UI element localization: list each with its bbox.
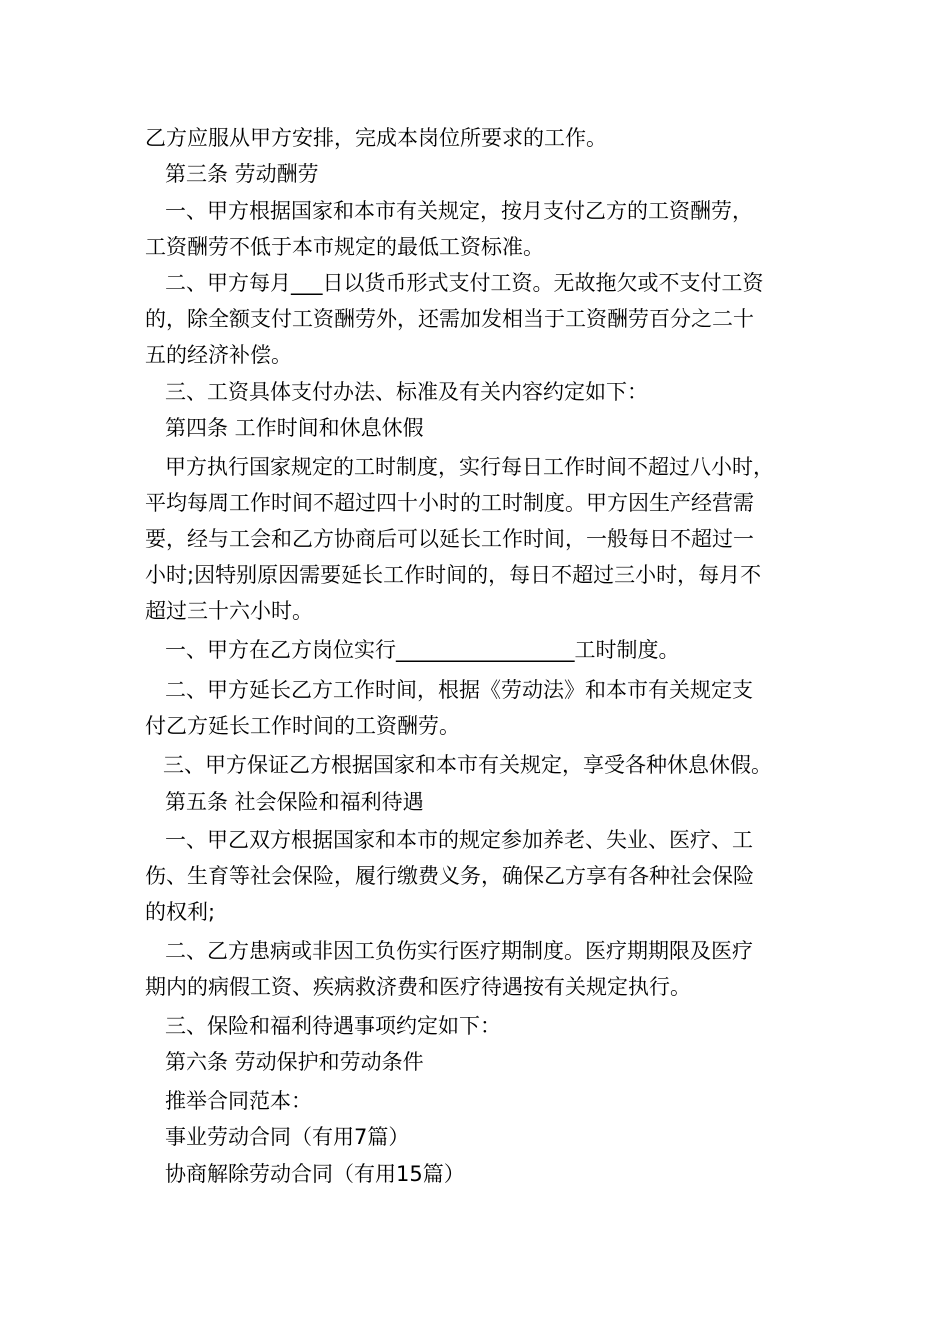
text-line: 一、甲方在乙方岗位实行_________________工时制度。: [165, 638, 680, 662]
section-heading: 第四条 工作时间和休息休假: [165, 416, 424, 440]
text-line: 五的经济补偿。: [145, 343, 292, 367]
text-line: 二、乙方患病或非因工负伤实行医疗期制度。医疗期期限及医疗: [165, 939, 753, 963]
section-heading: 第五条 社会保险和福利待遇: [165, 790, 424, 814]
text-line: 的权利;: [145, 900, 216, 924]
text-line: 二、甲方每月___日以货币形式支付工资。无故拖欠或不支付工资: [165, 271, 764, 295]
text-line: 付乙方延长工作时间的工资酬劳。: [145, 714, 460, 738]
text-line: 期内的病假工资、疾病救济费和医疗待遇按有关规定执行。: [145, 975, 691, 999]
text-line: 的，除全额支付工资酬劳外，还需加发相当于工资酬劳百分之二十: [145, 307, 754, 331]
section-heading: 第六条 劳动保护和劳动条件: [165, 1050, 424, 1074]
text-line: 一、甲乙双方根据国家和本市的规定参加养老、失业、医疗、工: [165, 828, 753, 852]
text-line: 小时;因特别原因需要延长工作时间的，每日不超过三小时，每月不: [145, 563, 762, 587]
text-line: 二、甲方延长乙方工作时间，根据《劳动法》和本市有关规定支: [165, 678, 753, 702]
recommend-link-1[interactable]: 事业劳动合同（有用7篇）: [165, 1125, 410, 1149]
text-line: 乙方应服从甲方安排，完成本岗位所要求的工作。: [145, 126, 607, 150]
section-heading: 第三条 劳动酬劳: [165, 162, 319, 186]
text-line: 超过三十六小时。: [145, 599, 313, 623]
recommend-link-2[interactable]: 协商解除劳动合同（有用15篇）: [165, 1162, 465, 1186]
text-line: 三、甲方保证乙方根据国家和本市有关规定，享受各种休息休假。: [163, 753, 772, 777]
text-line: 工资酬劳不低于本市规定的最低工资标准。: [145, 235, 544, 259]
text-line: 平均每周工作时间不超过四十小时的工时制度。甲方因生产经营需: [145, 491, 754, 515]
text-line: 三、工资具体支付办法、标准及有关内容约定如下：: [165, 380, 648, 404]
text-line: 三、保险和福利待遇事项约定如下：: [165, 1014, 501, 1038]
text-line: 伤、生育等社会保险，履行缴费义务，确保乙方享有各种社会保险: [145, 864, 754, 888]
recommend-label: 推举合同范本：: [165, 1089, 312, 1113]
text-line: 甲方执行国家规定的工时制度，实行每日工作时间不超过八小时，: [165, 455, 774, 479]
text-line: 要，经与工会和乙方协商后可以延长工作时间，一般每日不超过一: [145, 527, 754, 551]
text-line: 一、甲方根据国家和本市有关规定，按月支付乙方的工资酬劳，: [165, 199, 753, 223]
